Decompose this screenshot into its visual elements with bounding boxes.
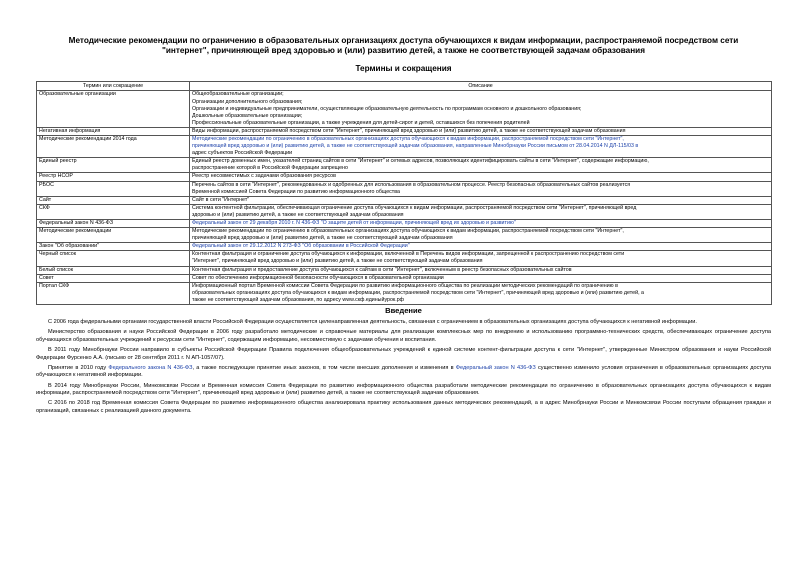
term-cell: Образовательные организации	[37, 91, 190, 127]
description-cell	[190, 196, 772, 204]
description-cell	[190, 181, 772, 196]
paragraph-text: Принятие в 2010 году	[48, 364, 109, 371]
description-line: Единый реестр доменных имен, указателей страниц сайтов в сети "Интернет" и сетевых адресов, позволяющих идентифицировать сайты в сети "Интернет", содержащие информацию,	[192, 158, 649, 165]
table-row	[37, 127, 772, 135]
description-cell	[190, 282, 772, 304]
term-cell: Федеральный закон N 436-ФЗ	[37, 220, 190, 228]
description-line: Организации и индивидуальные предприниматели, осуществляющие образовательную деятельность по программам основного и дошкольного образования;	[192, 105, 582, 112]
term-cell: Негативная информация	[37, 127, 190, 135]
description-line: причиняющей вред здоровью и (или) развитию детей, а также не соответствующей задачам образования	[192, 235, 453, 242]
table-row	[37, 196, 772, 204]
description-line: Реестр несовместимых с задачами образования ресурсов	[192, 173, 336, 180]
table-row	[37, 204, 772, 219]
term-cell: Портал СКФ	[37, 282, 190, 304]
term-cell: Черный список	[37, 251, 190, 266]
description-cell	[190, 266, 772, 274]
description-line: Профессиональные образовательные организации, а также учреждения для детей-сирот и детей, оставшихся без попечения родителей	[192, 119, 530, 126]
description-cell	[190, 127, 772, 135]
description-line: также не соответствующей задачам образования, по адресу www.скф.единыйурок.рф	[192, 296, 405, 303]
paragraph-text: В 2014 году Минобрнауки России, Минкомсвязи России и Временная комиссия Совета Федерации по развитию информационного общества разработали методические рекомендации по ограничению в образовательных организациях доступа обучающихся к видам информации, распространяемой посредством сети "Интернет", причиняющей вред здоровью и (или) развитию детей, а также не соответствующей задачам образования.	[36, 382, 771, 397]
table-row	[37, 173, 772, 181]
introduction-paragraph	[36, 319, 771, 327]
description-line: здоровью и (или) развитию детей, а также не соответствующей задачам образования	[192, 211, 404, 218]
description-line: адрес субъектов Российской Федерации	[192, 150, 293, 157]
terms-table-body	[37, 91, 772, 305]
document-page	[36, 36, 771, 418]
terms-table-header-row	[37, 82, 772, 91]
description-line: "Интернет", причиняющей вред здоровью и (или) развитию детей, а также не соответствующей задачам образования	[192, 258, 483, 265]
description-line: образовательных организациях доступа обучающихся к видам информации, распространяемой посредством сети "Интернет", причиняющей вред здоровью и (или) развитию детей, а	[192, 289, 644, 296]
term-cell: Методические рекомендации	[37, 228, 190, 243]
paragraph-text: В 2011 году Минобрнауки России направило в субъекты Российской Федерации Правила подключения общеобразовательных учреждений к единой системе контент-фильтрации доступа к сети "Интернет", утвержденные Министром образования и науки Российской Федерации Фурсенко А.А. (письмо от 28 сентября 2011 г. N АП-1057/07).	[36, 347, 771, 361]
description-cell	[190, 243, 772, 251]
description-line: распространение которой в Российской Федерации запрещено	[192, 165, 348, 172]
term-cell: СКФ	[37, 204, 190, 219]
description-line: Информационный портал Временной комиссии Совета Федерации по развитию информационного общества по реализации методических рекомендаций по ограничению в	[192, 282, 618, 289]
table-row	[37, 228, 772, 243]
document-title-line: Методические рекомендации по ограничению в образовательных организациях доступа обучающихся к видам информации, распространяемой посредством сети	[68, 36, 739, 45]
description-line: Дошкольные образовательные организации;	[192, 112, 303, 119]
description-line: Временной комиссией Совета Федерации по развитию информационного общества	[192, 188, 400, 195]
document-title	[36, 36, 771, 56]
description-cell	[190, 228, 772, 243]
table-row	[37, 282, 772, 304]
description-line: Совет по обеспечению информационной безопасности обучающихся в образовательной организации	[192, 274, 444, 281]
introduction-paragraph	[36, 329, 771, 344]
description-link[interactable]: Федеральный закон от 29.12.2012 N 273-ФЗ "Об образовании в Российской Федерации"	[192, 243, 410, 250]
description-line: Организации дополнительного образования;	[192, 98, 303, 105]
term-cell: Белый список	[37, 266, 190, 274]
description-cell	[190, 204, 772, 219]
description-line: Перечень сайтов в сети "Интернет", рекомендованных и одобренных для использования в образовательном процессе. Реестр безопасных образовательных сайтов реализуется	[192, 181, 631, 188]
description-cell	[190, 91, 772, 127]
paragraph-text: существенно изменило условия ограничения в образовательных организациях доступа обучающихся к негативной информации.	[36, 364, 771, 379]
law-link[interactable]: Федеральный закон N 436-ФЗ	[455, 364, 536, 371]
introduction-paragraph	[36, 365, 771, 380]
description-line: Общеобразовательные организации;	[192, 91, 284, 98]
paragraph-text: С 2006 года федеральными органами государственной власти Российской Федерации осуществляется целенаправленная деятельность, связанная с ограничением в образовательных организациях доступа обучающихся к негативной информации.	[48, 319, 697, 326]
term-cell: Закон "Об образовании"	[37, 243, 190, 251]
paragraph-text: Министерство образования и науки Российской Федерации в 2006 году разработало методические и справочные материалы для реализации комплексных мер по внедрению и использованию программно-технических средств, обеспечивающих ограничение доступа обучающихся образовательных учреждений к ресурсам сети "Интернет", содержащим информацию, несовместимую с задачами обучения и воспитания.	[36, 329, 771, 343]
description-line: Система контентной фильтрации, обеспечивающая ограничение доступа обучающихся к видам информации, распространяемой посредством сети "Интернет", причиняющей вред	[192, 204, 637, 211]
description-link[interactable]: Федеральный закон от 29 декабря 2010 г. N 436-ФЗ "О защите детей от информации, причиняющей вред их здоровью и развитию"	[192, 220, 516, 226]
terms-table-header-term: Термин или сокращение	[37, 82, 190, 91]
description-cell	[190, 158, 772, 173]
table-row	[37, 158, 772, 173]
description-line: Виды информации, распространяемой посредством сети "Интернет", причиняющей вред здоровью и (или) развитию детей, а также не соответствующей задачам образования	[192, 127, 626, 134]
table-row	[37, 251, 772, 266]
law-link[interactable]: Федерального закона N 436-ФЗ	[108, 364, 193, 371]
table-row	[37, 243, 772, 251]
description-cell	[190, 173, 772, 181]
term-cell: Единый реестр	[37, 158, 190, 173]
description-link[interactable]: Методические рекомендации по ограничению в образовательных организациях доступа обучающихся к видам информации, распространяемой посредством сети "Интернет",	[192, 135, 624, 142]
table-row	[37, 181, 772, 196]
table-row	[37, 91, 772, 127]
description-line: Методические рекомендации по ограничению в образовательных организациях доступа обучающихся к видам информации, распространяемой посредством сети "Интернет",	[192, 228, 624, 235]
description-cell	[190, 135, 772, 157]
terms-table	[36, 81, 772, 305]
terms-table-header-description: Описание	[190, 82, 772, 91]
description-cell	[190, 274, 772, 282]
document-title-line: "интернет", причиняющей вред здоровью и (или) развитию детей, а также не соответствующей задачам образования	[161, 46, 645, 56]
description-cell	[190, 220, 772, 228]
introduction-title: Введение	[385, 306, 422, 316]
term-cell: Совет	[37, 274, 190, 282]
table-row	[37, 274, 772, 282]
table-row	[37, 266, 772, 274]
term-cell: Сайт	[37, 196, 190, 204]
description-line: Контентная фильтрация и предоставление доступа обучающихся к сайтам в сети "Интернет", включенным в реестр безопасных образовательных сайтов	[192, 266, 572, 273]
introduction-body	[36, 319, 771, 416]
term-cell: Реестр НСОР	[37, 173, 190, 181]
term-cell: Методические рекомендации 2014 года	[37, 135, 190, 157]
introduction-paragraph	[36, 400, 771, 415]
term-cell: РБОС	[37, 181, 190, 196]
description-link[interactable]: причиняющей вред здоровью и (или) развитию детей, а также не соответствующей задачам образования, направленные Минобрнауки России письмом от 28.04.2014 N ДЛ-115/03 в	[192, 143, 639, 150]
paragraph-text: , а также последующие принятие иных законов, в том числе внесших дополнения и изменения в	[192, 364, 456, 371]
table-row	[37, 220, 772, 228]
terms-section-title: Термины и сокращения	[355, 64, 452, 74]
table-row	[37, 135, 772, 157]
paragraph-text: С 2016 по 2018 год Временная комиссия Совета Федерации по развитию информационного общества анализировала практику использования данных методических рекомендаций, а в адрес Минобрнауки России и Минкомсвязи России поступали обращения граждан и организаций, связанных с реализацией данного документа.	[36, 400, 771, 414]
introduction-paragraph	[36, 383, 771, 398]
description-line: Контентная фильтрация и ограничение доступа обучающихся к информации, включенной в Перечень видов информации, запрещенной к распространению посредством сети	[192, 251, 625, 258]
introduction-paragraph	[36, 347, 771, 362]
description-line: Сайт в сети "Интернет"	[192, 196, 250, 203]
description-cell	[190, 251, 772, 266]
